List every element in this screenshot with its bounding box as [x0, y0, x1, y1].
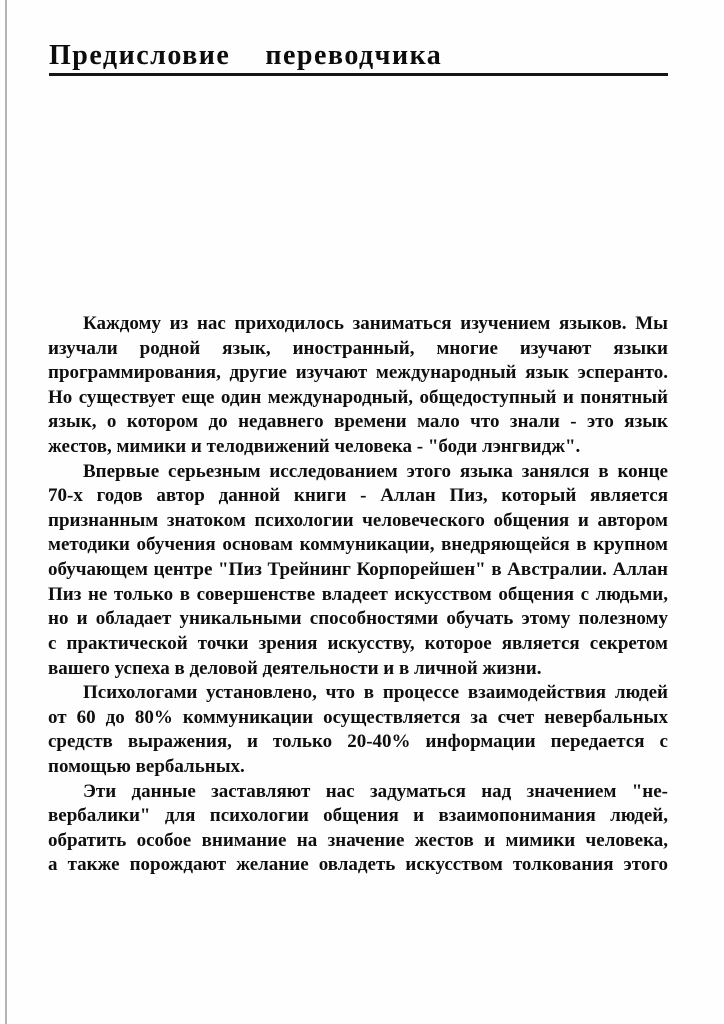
text-line: вербалики" для психологии общения и взаимопонимания людей,	[48, 805, 668, 827]
text-line: от 60 до 80% коммуникации осуществляется за счет невербальных	[48, 706, 668, 728]
text-line: помощью вербальных.	[48, 755, 245, 777]
text-line: Пиз не только в совершенстве владеет искусством общения с людьми,	[48, 583, 668, 605]
text-line: но и обладает уникальными способностями обучать этому полезному	[48, 608, 668, 630]
text-line: Но существует еще один международный, общедоступный и понятный	[48, 386, 668, 408]
scan-edge-line	[5, 0, 7, 1024]
text-line: 70-х годов автор данной книги - Аллан Пиз, который является	[48, 485, 668, 507]
chapter-title: Предисловие переводчика	[49, 40, 443, 71]
text-line: обучающем центре "Пиз Трейнинг Корпорейшен" в Австралии. Аллан	[48, 559, 668, 581]
text-line: Психологами установлено, что в процессе взаимодействия людей	[83, 682, 668, 704]
text-line: вашего успеха в деловой деятельности и в личной жизни.	[48, 657, 542, 679]
title-underline	[49, 73, 668, 76]
text-line: жестов, мимики и телодвижений человека - "боди лэнгвидж".	[48, 436, 581, 458]
text-line: признанным знатоком психологии человеческого общения и автором	[48, 509, 668, 531]
text-line: средств выражения, и только 20-40% информации передается с	[48, 731, 668, 753]
text-line: а также порождают желание овладеть искусством толкования этого	[48, 854, 668, 876]
text-line: Впервые серьезным исследованием этого языка занялся в конце	[83, 460, 668, 482]
text-line: программирования, другие изучают международный язык эсперанто.	[48, 362, 668, 384]
text-line: Каждому из нас приходилось заниматься изучением языков. Мы	[83, 313, 668, 334]
text-line: Эти данные заставляют нас задуматься над значением "не-	[83, 780, 668, 802]
text-line: обратить особое внимание на значение жестов и мимики человека,	[48, 829, 668, 851]
text-line: язык, о котором до недавнего времени мало что знали - это язык	[48, 411, 668, 433]
text-line: изучали родной язык, иностранный, многие изучают языки	[48, 337, 668, 359]
text-line: методики обучения основам коммуникации, внедряющейся в крупном	[48, 534, 668, 556]
text-line: с практической точки зрения искусству, которое является секретом	[48, 632, 668, 654]
body-text	[48, 312, 668, 878]
